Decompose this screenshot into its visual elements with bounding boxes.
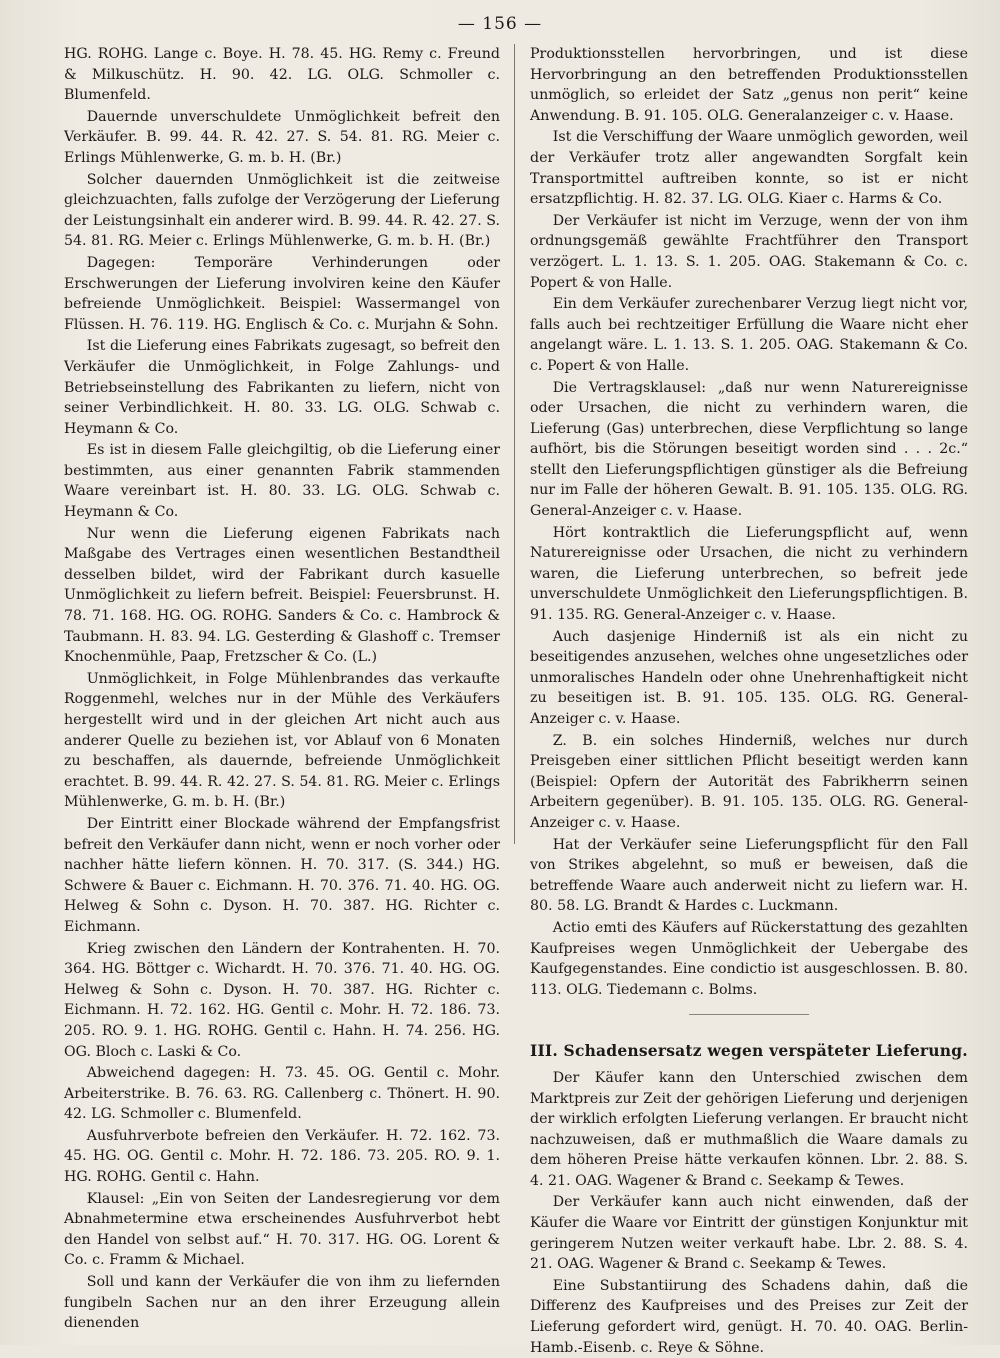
continued-paragraph: Produktionsstellen hervorbringen, und ist diese Hervorbringung an den betreffenden Produktionsstellen unmöglich, so erleidet der Satz „genus non perit“ keine Anwendung. B. 91. 105. OLG. Generalanzeiger c. v. Haase. — [530, 46, 968, 124]
paragraph: Der Käufer kann den Unterschied zwischen dem Marktpreis zur Zeit der gehörigen Lieferung und derjenigen der wirklich erfolgten Lieferung verlangen. Er braucht nicht nachzuweisen, daß er muthmaßlich die Waare damals zu dem höheren Preise hätte verkaufen können. Lbr. 2. 88. S. 4. 21. OAG. Wagener & Brand c. Seekamp & Tewes. — [530, 1069, 968, 1189]
paragraph: Der Eintritt einer Blockade während der Empfangsfrist befreit den Verkäufer dann nicht, wenn er noch vorher oder nachher hätte liefern können. H. 70. 317. (S. 344.) HG. Schwere & Bauer c. Eichmann. H. 70. 376. 71. 40. HG. OG. Helweg & Sohn c. Dyson. H. 70. 387. HG. Richter c. Eichmann. — [64, 815, 500, 935]
paragraph: Hat der Verkäufer seine Lieferungspflicht für den Fall von Strikes abgelehnt, so muß er beweisen, daß die betreffende Waare auch anderweit nicht zu liefern war. H. 80. 58. LG. Brandt & Hardes c. Luckmann. — [530, 836, 968, 915]
right-column — [530, 44, 968, 1358]
separator-rule — [689, 1014, 809, 1015]
paragraph: Ein dem Verkäufer zurechenbarer Verzug liegt nicht vor, falls auch bei rechtzeitiger Erfüllung die Waare nicht eher angelangt wäre. L. 1. 13. S. 1. 205. OAG. Stakemann & Co. c. Popert & von Halle. — [530, 296, 968, 374]
paragraph: Dagegen: Temporäre Verhinderungen oder Erschwerungen der Lieferung involviren keine den Käufer befreiende Unmöglichkeit. Beispiel: Wassermangel von Flüssen. H. 76. 119. HG. Englisch & Co. c. Murjahn & Sohn. — [64, 254, 500, 333]
paragraph: Nur wenn die Lieferung eigenen Fabrikats nach Maßgabe des Vertrages einen wesentlichen Bestandtheil desselben bildet, wird der Fabrikant durch kasuelle Unmöglichkeit zu liefern befreit. Beispiel: Feuersbrunst. H. 78. 71. 168. HG. OG. ROHG. Sanders & Co. c. Hambrock & Taubmann. H. 83. 94. LG. Gesterding & Glashoff c. Tremser Knochenmühle, Paap, Fretzscher & Co. (L.) — [64, 525, 500, 666]
paragraph: Soll und kann der Verkäufer die von ihm zu liefernden fungibeln Sachen nur an den ihrer Erzeugung allein dienenden — [64, 1274, 500, 1332]
paragraph: Eine Substantiirung des Schadens dahin, daß die Differenz des Kaufpreises und des Preises zur Zeit der Lieferung gefordert wird, genügt. H. 70. 40. OAG. Berlin-Hamb.-Eisenb. c. Reye & Söhne. — [530, 1277, 968, 1356]
paragraph: Der Verkäufer kann auch nicht einwenden, daß der Käufer die Waare vor Eintritt der günstigen Konjunktur mit geringerem Nutzen weiter verkauft habe. Lbr. 2. 88. S. 4. 21. OAG. Wagener & Brand c. Seekamp & Tewes. — [530, 1194, 968, 1273]
paragraph: Der Verkäufer ist nicht im Verzuge, wenn der von ihm ordnungsgemäß gewählte Frachtführer den Transport verzögert. L. 1. 13. S. 1. 205. OAG. Stakemann & Co. c. Popert & von Halle. — [530, 212, 968, 291]
column-divider — [514, 44, 515, 844]
paragraph: Ist die Verschiffung der Waare unmöglich geworden, weil der Verkäufer trotz aller angewandten Sorgfalt kein Transportmittel auftreiben konnte, so ist er nicht ersatzpflichtig. H. 82. 37. LG. OLG. Kiaer c. Harms & Co. — [530, 129, 968, 208]
section-heading: III. Schadensersatz wegen verspäteter Lieferung. — [530, 1041, 968, 1061]
paragraph: Krieg zwischen den Ländern der Kontrahenten. H. 70. 364. HG. Böttger c. Wichardt. H. 70. 376. 71. 40. HG. OG. Helweg & Sohn c. Dyson. H. 70. 387. HG. Richter c. Eichmann. H. 72. 162. HG. Gentil c. Mohr. H. 72. 186. 73. 205. RO. 9. 1. HG. ROHG. Gentil c. Hahn. H. 74. 256. HG. OG. Bloch c. Laski & Co. — [64, 940, 500, 1060]
paragraph: Ausfuhrverbote befreien den Verkäufer. H. 72. 162. 73. 45. HG. OG. Gentil c. Mohr. H. 72. 186. 73. 205. RO. 9. 1. HG. ROHG. Gentil c. Hahn. — [64, 1127, 500, 1186]
continued-paragraph: HG. ROHG. Lange c. Boye. H. 78. 45. HG. Remy c. Freund & Milkuschütz. H. 90. 42. LG. OLG. Schmoller c. Blumenfeld. — [64, 46, 500, 104]
page-number: — 156 — — [457, 14, 543, 34]
paragraph: Die Vertragsklausel: „daß nur wenn Naturereignisse oder Ursachen, die nicht zu verhindern waren, die Lieferung (Gas) unterbrechen, diese Verpflichtung so lange aufhört, bis die Störungen beseitigt worden sind . . . 2c.“ stellt den Lieferungspflichtigen günstiger als die Befreiung nur im Falle der höheren Gewalt. B. 91. 105. 135. OLG. RG. General-Anzeiger c. v. Haase. — [530, 379, 968, 520]
paragraph: Actio emti des Käufers auf Rückerstattung des gezahlten Kaufpreises wegen Unmöglichkeit der Uebergabe des Kaufgegenstandes. Eine condictio ist ausgeschlossen. B. 80. 113. OLG. Tiedemann c. Bolms. — [530, 919, 968, 998]
paragraph: Dauernde unverschuldete Unmöglichkeit befreit den Verkäufer. B. 99. 44. R. 42. 27. S. 54. 81. RG. Meier c. Erlings Mühlenwerke, G. m. b. H. (Br.) — [64, 108, 500, 166]
paragraph: Z. B. ein solches Hinderniß, welches nur durch Preisgeben einer sittlichen Pflicht beseitigt werden kann (Beispiel: Opfern der Autorität des Fabrikherrn seinen Arbeitern gegenüber). B. 91. 105. 135. OLG. RG. General-Anzeiger c. v. Haase. — [530, 732, 968, 831]
paragraph: Unmöglichkeit, in Folge Mühlenbrandes das verkaufte Roggenmehl, welches nur in der Mühle des Verkäufers hergestellt wird und in der gleichen Art nicht auch aus anderer Quelle zu beziehen ist, vor Ablauf von 6 Monaten zu beschaffen, als dauernde, befreiende Unmöglichkeit erachtet. B. 99. 44. R. 42. 27. S. 54. 81. RG. Meier c. Erlings Mühlenwerke, G. m. b. H. (Br.) — [64, 670, 500, 811]
paragraph: Solcher dauernden Unmöglichkeit ist die zeitweise gleichzuachten, falls zufolge der Verzögerung der Lieferung der Leistungsinhalt ein anderer wird. B. 99. 44. R. 42. 27. S. 54. 81. RG. Meier c. Erlings Mühlenwerke, G. m. b. H. (Br.) — [64, 171, 500, 250]
paragraph: Es ist in diesem Falle gleichgiltig, ob die Lieferung einer bestimmten, aus einer genannten Fabrik stammenden Waare vereinbart ist. H. 80. 33. LG. OLG. Schwab c. Heymann & Co. — [64, 442, 500, 521]
paragraph: Abweichend dagegen: H. 73. 45. OG. Gentil c. Mohr. Arbeiterstrike. B. 76. 63. RG. Callenberg c. Thönert. H. 90. 42. LG. Schmoller c. Blumenfeld. — [64, 1065, 500, 1123]
paragraph: Auch dasjenige Hinderniß ist als ein nicht zu beseitigendes anzusehen, welches ohne ungesetzliches oder unmoralisches Handeln oder ohne Unehrenhaftigkeit nicht zu beseitigen ist. B. 91. 105. 135. OLG. RG. General-Anzeiger c. v. Haase. — [530, 628, 968, 727]
paragraph: Hört kontraktlich die Lieferungspflicht auf, wenn Naturereignisse oder Ursachen, die nicht zu verhindern waren, die Lieferung unterbrechen, so befreit jede unverschuldete Unmöglichkeit den Lieferungspflichtigen. B. 91. 135. RG. General-Anzeiger c. v. Haase. — [530, 524, 968, 624]
paragraph: Klausel: „Ein von Seiten der Landesregierung vor dem Abnahmetermine etwa erscheinendes Ausfuhrverbot hebt den Handel von selbst auf.“ H. 70. 317. HG. OG. Lorent & Co. c. Framm & Michael. — [64, 1190, 500, 1269]
left-column — [64, 44, 500, 1334]
paragraph: Ist die Lieferung eines Fabrikats zugesagt, so befreit den Verkäufer die Unmöglichkeit, in Folge Zahlungs- und Betriebseinstellung des Fabrikanten zu liefern, nicht von seiner Verbindlichkeit. H. 80. 33. LG. OLG. Schwab c. Heymann & Co. — [64, 338, 500, 437]
